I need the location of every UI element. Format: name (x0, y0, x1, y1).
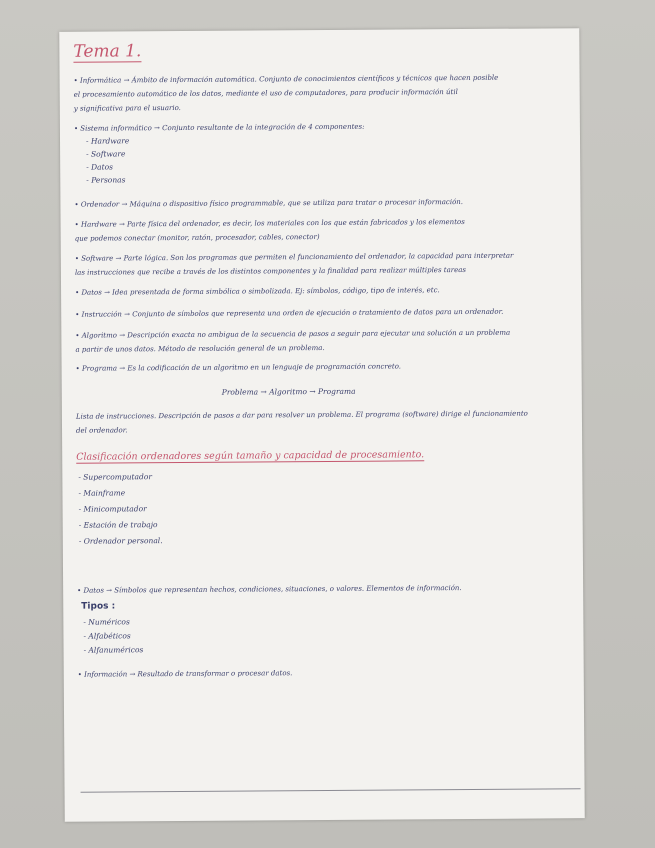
line-informatica-3: y significativa para el usuario. (73, 103, 181, 113)
sistema-item: - Datos (86, 162, 114, 172)
clasif-item: - Estación de trabajo (78, 520, 158, 530)
section-heading-clasificacion: Clasificación ordenadores según tamaño y capacidad de procesamiento. (76, 449, 425, 463)
line-ordenador: • Ordenador → Máquina o dispositivo físico programmable, que se utiliza para tratar o procesar información. (74, 198, 464, 209)
line-informatica-2: el procesamiento automático de los datos, mediante el uso de computadores, para producir información útil (73, 88, 458, 99)
tipos-item: - Alfanuméricos (83, 645, 144, 655)
line-software-2: las instrucciones que recibe a través de los distintos componentes y la finalidad para realizar múltiples tareas (74, 265, 467, 277)
line-informatica-1: • Informática → Ámbito de información automática. Conjunto de conocimientos científicos y técnicos que hacen posible (73, 73, 499, 85)
line-instruccion: • Instrucción → Conjunto de símbolos que representa una orden de ejecución o tratamiento de datos para un ordenador. (75, 307, 504, 319)
page-title: Tema 1. (73, 41, 142, 62)
tipos-item: - Alfabéticos (83, 631, 131, 641)
line-algoritmo-2: a partir de unos datos. Método de resolución general de un problema. (75, 343, 325, 354)
line-informacion: • Información → Resultado de transformar o procesar datos. (77, 669, 293, 679)
clasif-item: - Mainframe (78, 488, 126, 498)
clasif-item: - Supercomputador (78, 472, 152, 482)
line-datos-2: • Datos → Símbolos que representan hechos, condiciones, situaciones, o valores. Elementos de información. (77, 584, 462, 595)
flow-line: Problema → Algoritmo → Programa (221, 386, 356, 397)
clasif-item: - Ordenador personal. (78, 536, 163, 546)
line-hardware-2: que podemos conectar (monitor, ratón, procesador, cables, conector) (74, 233, 320, 243)
notebook-page (59, 28, 585, 822)
line-software-1: • Software → Parte lógica. Son los programas que permiten el funcionamiento del ordenador, la capacidad para interpretar (74, 251, 514, 263)
sistema-item: - Software (86, 149, 126, 159)
line-algoritmo-1: • Algoritmo → Descripción exacta no ambigua de la secuencia de pasos a seguir para ejecutar una solución a un problema (75, 328, 511, 340)
line-hardware-1: • Hardware → Parte física del ordenador, es decir, los materiales con los que están fabricados y los elementos (74, 217, 465, 229)
line-sistema: • Sistema informático → Conjunto resultante de la integración de 4 componentes: (73, 122, 365, 133)
tipos-item: - Numéricos (83, 617, 130, 627)
tipos-heading: Tipos : (81, 601, 116, 612)
sistema-item: - Hardware (85, 136, 130, 146)
line-lista-2: del ordenador. (76, 426, 128, 435)
clasif-item: - Minicomputador (78, 504, 147, 514)
line-lista-1: Lista de instrucciones. Descripción de pasos a dar para resolver un problema. El programa (software) dirige el funcionamiento (75, 409, 528, 421)
line-programa: • Programa → Es la codificación de un algoritmo en un lenguaje de programación concreto. (75, 362, 402, 373)
line-datos: • Datos → Idea presentada de forma simbólica o simbolizada. Ej: símbolos, código, tipo de interés, etc. (75, 286, 440, 297)
sistema-item: - Personas (86, 175, 126, 185)
page-bottom-rule (81, 788, 581, 792)
